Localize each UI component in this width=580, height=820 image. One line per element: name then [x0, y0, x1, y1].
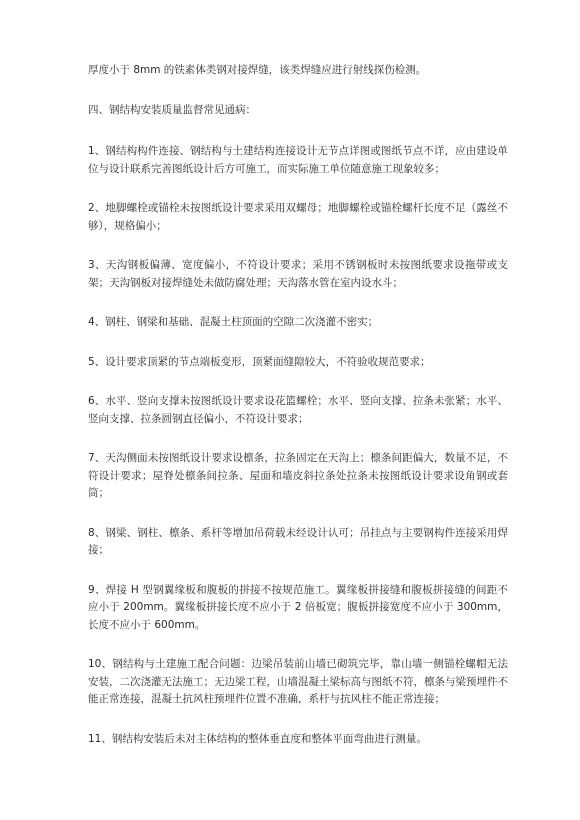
list-item-3: 3、天沟钢板偏薄、宽度偏小，不符设计要求；采用不锈钢板时未按图纸要求设拖带或支架；天沟钢板对接焊缝处未做防腐处理；天沟落水管在室内设水斗； — [88, 259, 508, 289]
list-item-8: 8、钢梁、钢柱、檩条、系杆等增加吊荷载未经设计认可；吊挂点与主要钢构件连接采用焊接； — [88, 526, 508, 556]
list-item-11: 11、钢结构安装后未对主体结构的整体垂直度和整体平面弯曲进行测量。 — [88, 732, 427, 745]
list-item-1: 1、钢结构构件连接、钢结构与土建结构连接设计无节点详图或图纸节点不详，应由建设单位与设计联系完善图纸设计后方可施工，而实际施工单位随意施工现象较多； — [88, 145, 508, 175]
list-item-10: 10、钢结构与土建施工配合问题：边梁吊装前山墙已砌筑完毕，靠山墙一侧锚栓螺帽无法安装，二次浇灌无法施工；无边梁工程，山墙混凝土梁标高与图纸不符，檩条与梁预埋件不能正常连接，混凝土抗风柱预埋件位置不准确，系杆与抗风柱不能正常连接； — [88, 658, 508, 705]
list-item-5: 5、设计要求顶紧的节点端板变形，顶紧面缝隙较大，不符验收规范要求； — [88, 355, 431, 368]
section-heading: 四、钢结构安装质量监督常见通病： — [88, 103, 256, 116]
list-item-2: 2、地脚螺栓或锚栓未按图纸设计要求采用双螺母；地脚螺栓或锚栓螺杆长度不足（露丝不够），规格偏小； — [88, 202, 508, 232]
list-item-9: 9、焊接 H 型钢翼缘板和腹板的拼接不按规范施工。翼缘板拼接缝和腹板拼接缝的间距不应小于 200mm。翼缘板拼接长度不应小于 2 倍板宽；腹板拼接宽度不应小于 300mm，长度不应小于 600mm。 — [88, 583, 508, 631]
list-item-7: 7、天沟侧面未按图纸设计要求设檩条，拉条固定在天沟上；檩条间距偏大，数量不足，不符设计要求；屋脊处檩条间拉条、屋面和墙皮斜拉条处拉条未按图纸设计要求设角钢或套筒； — [88, 452, 508, 499]
intro-paragraph: 厚度小于 8mm 的铁素体类钢对接焊缝，该类焊缝应进行射线探伤检测。 — [88, 64, 427, 76]
document-body — [88, 62, 508, 770]
list-item-4: 4、钢柱、钢梁和基础、混凝土柱顶面的空隙二次浇灌不密实； — [88, 316, 379, 328]
list-item-6: 6、水平、竖向支撑未按图纸设计要求设花篮螺栓；水平、竖向支撑、拉条未张紧；水平、竖向支撑、拉条圆钢直径偏小，不符设计要求； — [88, 395, 508, 425]
